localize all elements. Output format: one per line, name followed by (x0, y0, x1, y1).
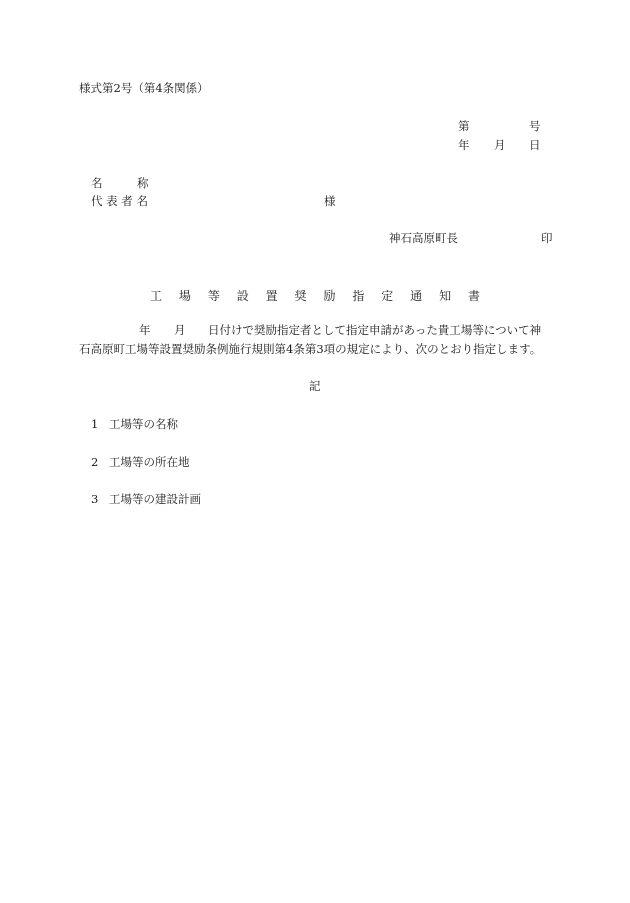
title-char: 場 (178, 289, 191, 303)
item-label: 工場等の名称 (109, 417, 178, 431)
title-char: 等 (207, 289, 220, 303)
title-char: 通 (410, 289, 423, 303)
item-label: 工場等の建設計画 (109, 492, 201, 506)
issuer-seal: 印 (541, 231, 553, 245)
title-char: 設 (236, 289, 249, 303)
addressee-rep-label: 代 表 者 名 (91, 194, 148, 208)
title-char: 定 (381, 289, 394, 303)
ki-heading: 記 (309, 379, 321, 393)
document-title (150, 287, 480, 304)
issuer-name: 神石高原町長 (389, 231, 458, 245)
title-char: 励 (323, 289, 336, 303)
number-dai: 第 (458, 119, 470, 133)
body-month: 月 (174, 323, 186, 337)
title-char: 指 (352, 289, 365, 303)
date-year: 年 (458, 138, 470, 152)
title-char: 奨 (294, 289, 307, 303)
form-label: 様式第2号（第4条関係） (79, 81, 209, 95)
title-char: 工 (150, 289, 163, 303)
title-char: 書 (467, 289, 480, 303)
date-month: 月 (494, 138, 506, 152)
item-number: 1 (91, 417, 99, 431)
title-char: 置 (265, 289, 278, 303)
addressee-sama: 様 (324, 194, 336, 208)
body-line2: 石高原町工場等設置奨励条例施行規則第4条第3項の規定により、次のとおり指定します。 (79, 342, 542, 356)
title-char: 知 (439, 289, 452, 303)
body-line1: 日付けで奨励指定者として指定申請があった貴工場等について神 (208, 323, 542, 337)
item-label: 工場等の所在地 (109, 455, 190, 469)
item-number: 3 (91, 492, 99, 506)
body-year: 年 (139, 323, 151, 337)
number-go: 号 (529, 119, 541, 133)
date-day: 日 (529, 138, 541, 152)
item-number: 2 (91, 455, 99, 469)
addressee-name-label: 名 称 (91, 176, 149, 190)
